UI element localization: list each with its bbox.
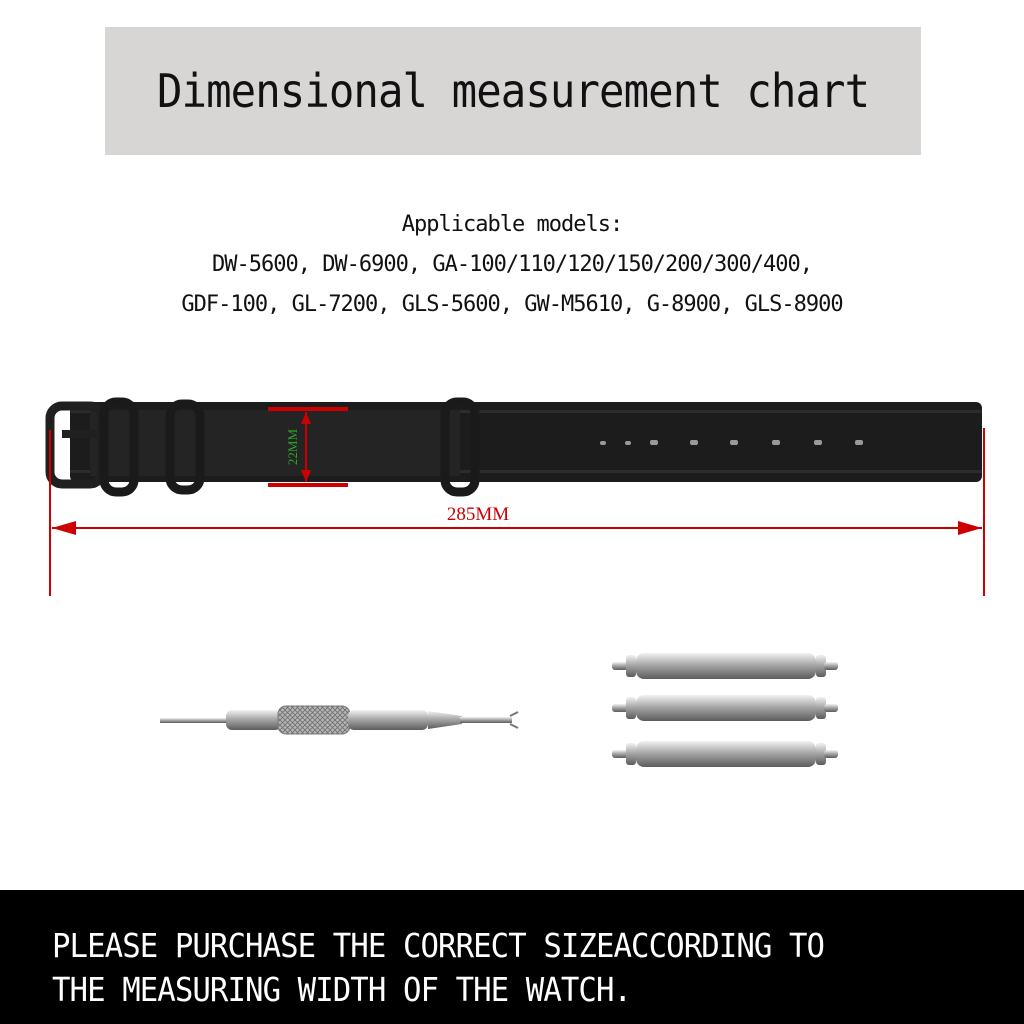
models-line-1: DW-5600, DW-6900, GA-100/110/120/150/200/300/400, [211, 252, 812, 277]
models-heading: Applicable models: [401, 212, 623, 237]
width-line-bottom [268, 483, 348, 487]
applicable-models [0, 205, 1024, 325]
strap-keeper-layer [90, 410, 460, 476]
width-line-top [268, 407, 348, 411]
title-banner [105, 27, 921, 155]
length-label: 285MM [446, 504, 510, 525]
spring-bars-icon [612, 653, 838, 767]
spring-bar-tool-icon [160, 706, 518, 734]
length-arrow-left-icon [52, 521, 76, 535]
length-arrow-right-icon [958, 521, 982, 535]
notice-line-2: THE MEASURING WIDTH OF THE WATCH. [52, 970, 632, 1009]
notice-line-1: PLEASE PURCHASE THE CORRECT SIZEACCORDING TO [52, 926, 825, 965]
spring-bar-3-icon [612, 741, 838, 767]
spring-bar-2-icon [612, 695, 838, 721]
buckle-tongue [62, 430, 102, 438]
width-label: 22MM [285, 428, 300, 466]
strap-diagram [0, 380, 1024, 610]
tools-area [0, 640, 1024, 790]
page-title: Dimensional measurement chart [156, 64, 870, 118]
spring-bar-1-icon [612, 653, 838, 679]
purchase-notice [0, 890, 1024, 1024]
models-line-2: GDF-100, GL-7200, GLS-5600, GW-M5610, G-8900, GLS-8900 [181, 292, 843, 317]
